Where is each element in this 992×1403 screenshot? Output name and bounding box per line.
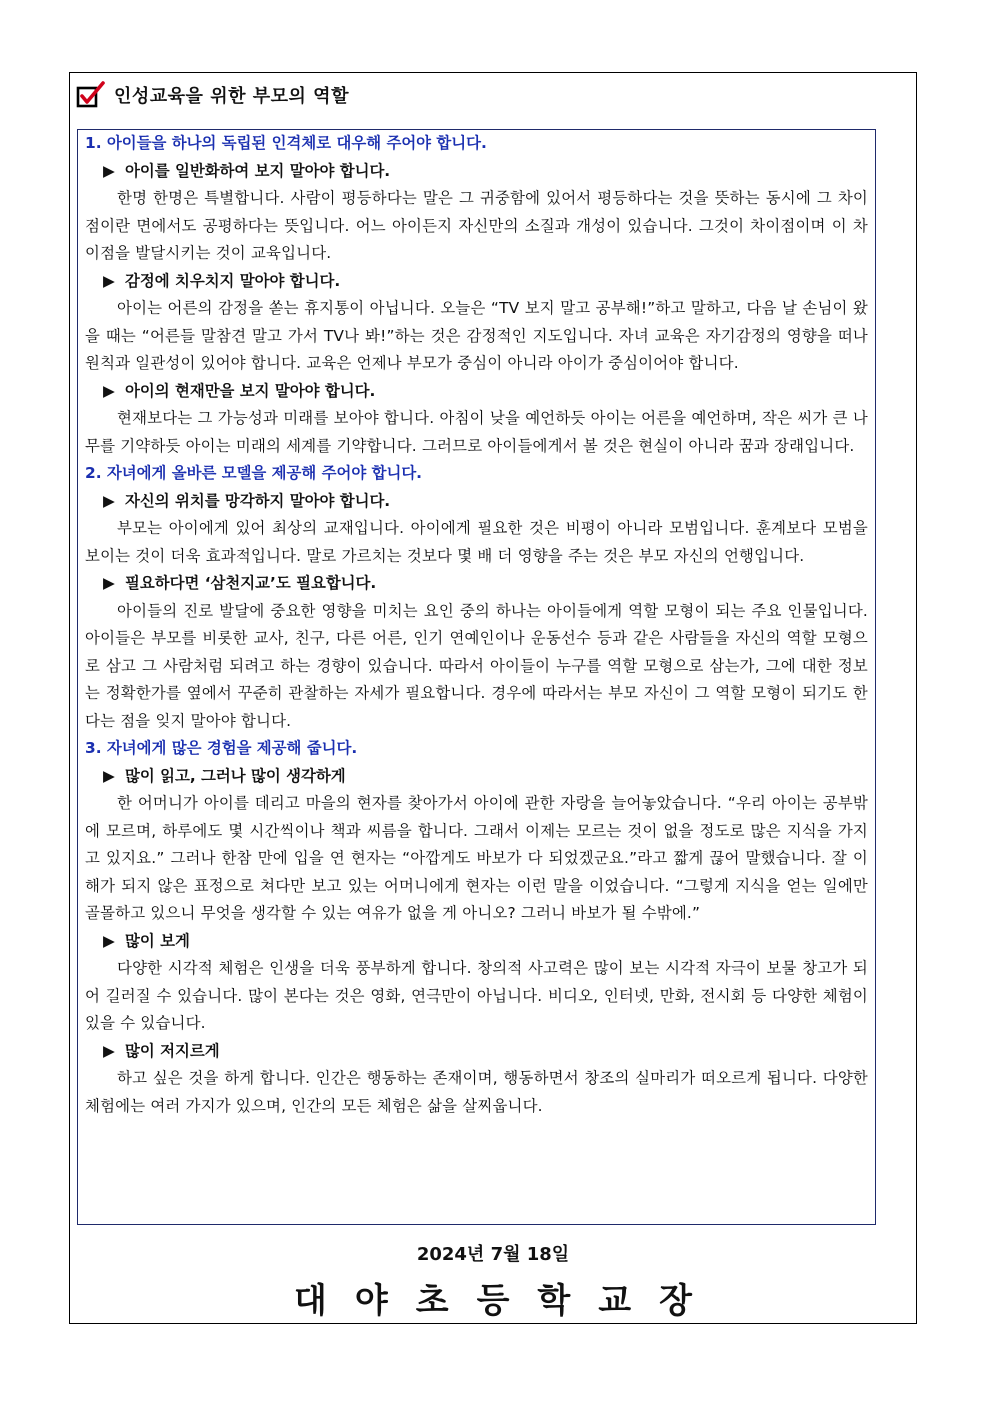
section-heading: 1. 아이들을 하나의 독립된 인격체로 대우해 주어야 합니다.: [85, 134, 487, 152]
subheading: [85, 763, 868, 791]
subheading-text: 많이 보게: [125, 931, 190, 950]
content-box: [77, 129, 876, 1225]
bullet-arrow-icon: ▶: [103, 491, 115, 510]
subheading-text: 많이 읽고, 그러나 많이 생각하게: [125, 766, 346, 785]
subheading-text: 아이를 일반화하여 보지 말아야 합니다.: [125, 161, 391, 180]
issue-date: 2024년 7월 18일: [416, 1244, 570, 1265]
paragraph: 한명 한명은 특별합니다. 사람이 평등하다는 말은 그 귀중함에 있어서 평등하다는 것을 뜻하는 동시에 그 차이점이란 면에서도 공평하다는 뜻입니다. 어느 아이든지 자신만의 소질과 개성이 있습니다. 그것이 차이점이며 이 차이점을 발달시키는 것이 교육입니다.: [85, 189, 868, 262]
subheading-text: 자신의 위치를 망각하지 말아야 합니다.: [125, 491, 391, 510]
bullet-arrow-icon: ▶: [103, 381, 115, 400]
paragraph: 한 어머니가 아이를 데리고 마을의 현자를 찾아가서 아이에 관한 자랑을 늘어놓았습니다. “우리 아이는 공부밖에 모르며, 하루에도 몇 시간씩이나 책과 씨름을 합니다. 그래서 이제는 모르는 것이 없을 정도로 많은 지식을 가지고 있지요.” 그러나 한참 만에 입을 연 현자는 “아깝게도 바보가 다 되었겠군요.”라고 짧게 끊어 말했습니다. 잘 이해가 되지 않은 표정으로 쳐다만 보고 있는 어머니에게 현자는 이런 말을 이었습니다. “그렇게 지식을 얻는 일에만 골몰하고 있으니 무엇을 생각할 수 있는 여유가 없을 게 아니오? 그러니 바보가 될 수밖에.”: [85, 794, 868, 922]
school-principal-signature: 대야초등학교장: [294, 1281, 720, 1321]
subheading: [85, 570, 868, 598]
paragraph: 부모는 아이에게 있어 최상의 교재입니다. 아이에게 필요한 것은 비평이 아니라 모범입니다. 훈계보다 모범을 보이는 것이 더욱 효과적입니다. 말로 가르치는 것보다 몇 배 더 영향을 주는 것은 부모 자신의 언행입니다.: [85, 519, 868, 565]
page-title: 인성교육을 위한 부모의 역할: [114, 86, 349, 107]
section-heading: 3. 자녀에게 많은 경험을 제공해 줍니다.: [85, 739, 358, 757]
subheading: [85, 488, 868, 516]
checkbox-icon: [76, 81, 106, 109]
subheading: [85, 158, 868, 186]
subheading-text: 감정에 치우치지 말아야 합니다.: [125, 271, 341, 290]
paragraph: 현재보다는 그 가능성과 미래를 보아야 합니다. 아침이 낮을 예언하듯 아이는 어른을 예언하며, 작은 씨가 큰 나무를 기약하듯 아이는 미래의 세계를 기약합니다. 그러므로 아이들에게서 볼 것은 현실이 아니라 꿈과 장래입니다.: [85, 409, 868, 455]
bullet-arrow-icon: ▶: [103, 931, 115, 950]
bullet-arrow-icon: ▶: [103, 271, 115, 290]
bullet-arrow-icon: ▶: [103, 574, 115, 592]
paragraph: 아이는 어른의 감정을 쏟는 휴지통이 아닙니다. 오늘은 “TV 보지 말고 공부해!”하고 말하고, 다음 날 손님이 왔을 때는 “어른들 말참견 말고 가서 TV나 봐!”하는 것은 감정적인 지도입니다. 자녀 교육은 자기감정의 영향을 떠나 원칙과 일관성이 있어야 합니다. 교육은 언제나 부모가 중심이 아니라 아이가 중심이어야 합니다.: [85, 299, 868, 372]
subheading-text: 필요하다면 ‘삼천지교’도 필요합니다.: [125, 574, 377, 592]
subheading: [85, 378, 868, 406]
paragraph: 다양한 시각적 체험은 인생을 더욱 풍부하게 합니다. 창의적 사고력은 많이 보는 시각적 자극이 보물 창고가 되어 길러질 수 있습니다. 많이 본다는 것은 영화, 연극만이 아닙니다. 비디오, 인터넷, 만화, 전시회 등 다양한 체험이 있을 수 있습니다.: [85, 959, 868, 1032]
subheading: [85, 928, 868, 956]
paragraph: 하고 싶은 것을 하게 합니다. 인간은 행동하는 존재이며, 행동하면서 창조의 실마리가 떠오르게 됩니다. 다양한 체험에는 여러 가지가 있으며, 인간의 모든 체험은 삶을 살찌웁니다.: [85, 1069, 868, 1115]
document-frame: [69, 72, 917, 1324]
section-heading: 2. 자녀에게 올바른 모델을 제공해 주어야 합니다.: [85, 464, 423, 482]
paragraph: 아이들의 진로 발달에 중요한 영향을 미치는 요인 중의 하나는 아이들에게 역할 모형이 되는 주요 인물입니다. 아이들은 부모를 비롯한 교사, 친구, 다른 어른, 인기 연예인이나 운동선수 등과 같은 사람들을 자신의 역할 모형으로 삼고 그 사람처럼 되려고 하는 경향이 있습니다. 따라서 아이들이 누구를 역할 모형으로 삼는가, 그에 대한 정보는 정확한가를 옆에서 꾸준히 관찰하는 자세가 필요합니다. 경우에 따라서는 부모 자신이 그 역할 모형이 되기도 한다는 점을 잊지 말아야 합니다.: [85, 601, 868, 730]
bullet-arrow-icon: ▶: [103, 1041, 115, 1060]
subheading: [85, 1038, 868, 1066]
bullet-arrow-icon: ▶: [103, 161, 115, 180]
subheading: [85, 268, 868, 296]
header: [76, 79, 349, 111]
subheading-text: 아이의 현재만을 보지 말아야 합니다.: [125, 381, 376, 400]
bullet-arrow-icon: ▶: [103, 766, 115, 785]
subheading-text: 많이 저지르게: [125, 1041, 220, 1060]
